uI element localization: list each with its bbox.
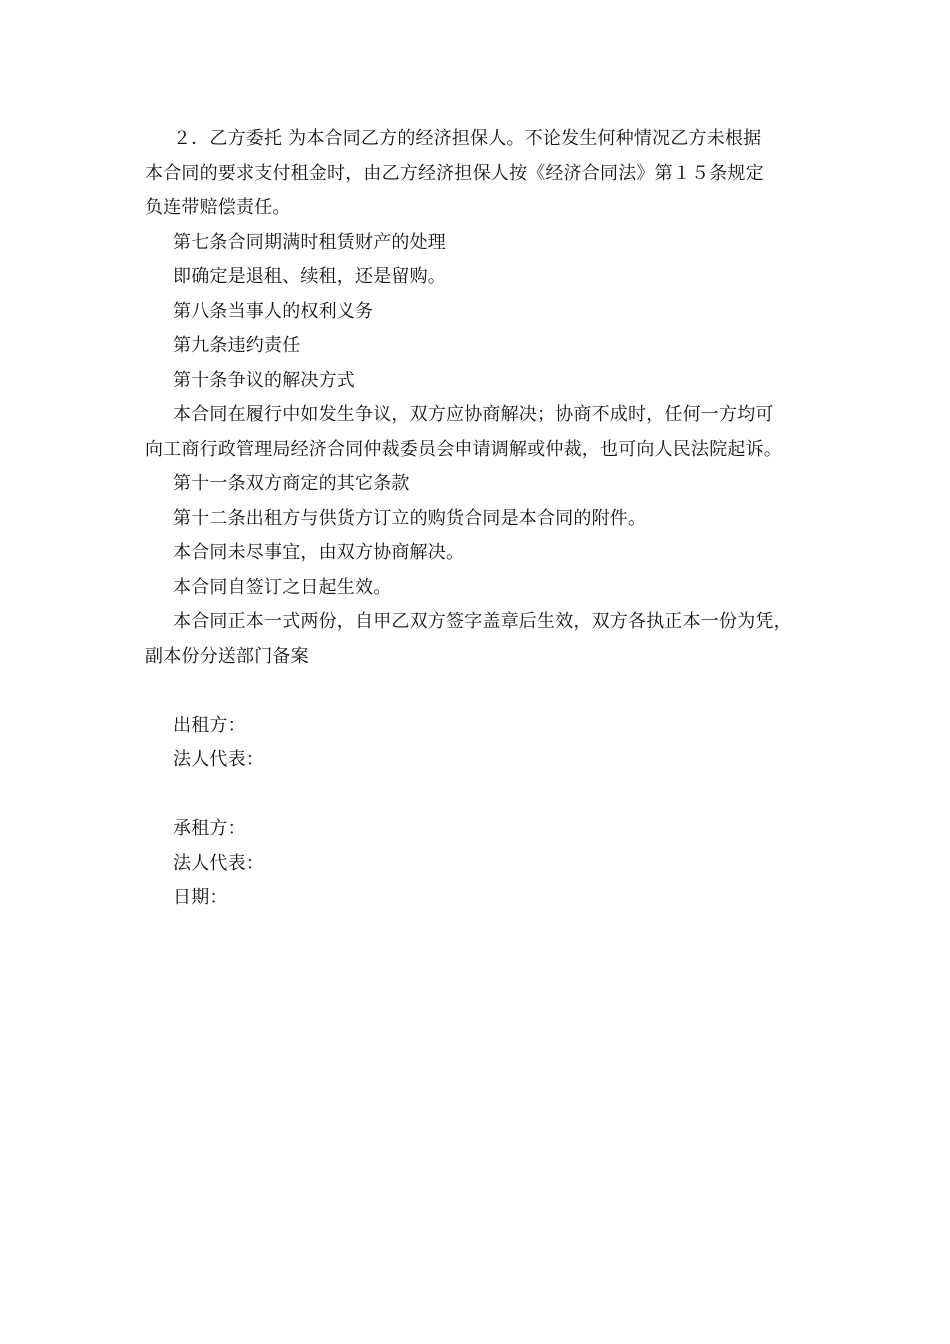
- article-9-heading: 第九条违约责任: [173, 335, 301, 356]
- article-7-text: 即确定是退租、续租，还是留购。: [173, 266, 446, 287]
- lessee-signature-label: 承租方：: [173, 818, 246, 839]
- article-11-heading: 第十一条双方商定的其它条款: [173, 473, 410, 494]
- article-7-heading: 第七条合同期满时租赁财产的处理: [173, 231, 446, 253]
- dispute-paragraph: [145, 398, 815, 467]
- paragraph-line: 向工商行政管理局经济合同仲裁委员会申请调解或仲裁，也可向人民法院起诉。: [145, 438, 782, 460]
- copies-paragraph: [145, 605, 815, 674]
- spacer: [145, 778, 815, 813]
- paragraph-line: 负连带赔偿责任。: [145, 197, 291, 218]
- unresolved-matters-text: 本合同未尽事宜，由双方协商解决。: [173, 542, 465, 563]
- article-12-heading: 第十二条出租方与供货方订立的购货合同是本合同的附件。: [173, 507, 647, 529]
- article-8-heading: 第八条当事人的权利义务: [173, 300, 374, 322]
- paragraph-line: ２．乙方委托 为本合同乙方的经济担保人。不论发生何种情况乙方未根据: [173, 128, 762, 149]
- paragraph-line: 本合同在履行中如发生争议，双方应协商解决；协商不成时，任何一方均可: [173, 404, 774, 425]
- spacer: [145, 674, 815, 709]
- effective-date-text: 本合同自签订之日起生效。: [173, 576, 392, 598]
- document-body: [145, 122, 815, 916]
- lessor-signature-label: 出租方：: [173, 714, 246, 736]
- paragraph-line: 本合同的要求支付租金时，由乙方经济担保人按《经济合同法》第１５条规定: [145, 162, 764, 184]
- paragraph-line: 副本份分送部门备案: [145, 645, 309, 667]
- lessor-representative-label: 法人代表：: [173, 749, 264, 770]
- clause-guarantor-paragraph: [145, 122, 815, 226]
- lessee-representative-label: 法人代表：: [173, 852, 264, 874]
- date-label: 日期：: [173, 887, 228, 908]
- paragraph-line: 本合同正本一式两份，自甲乙双方签字盖章后生效，双方各执正本一份为凭，: [173, 611, 792, 632]
- article-10-heading: 第十条争议的解决方式: [173, 369, 355, 391]
